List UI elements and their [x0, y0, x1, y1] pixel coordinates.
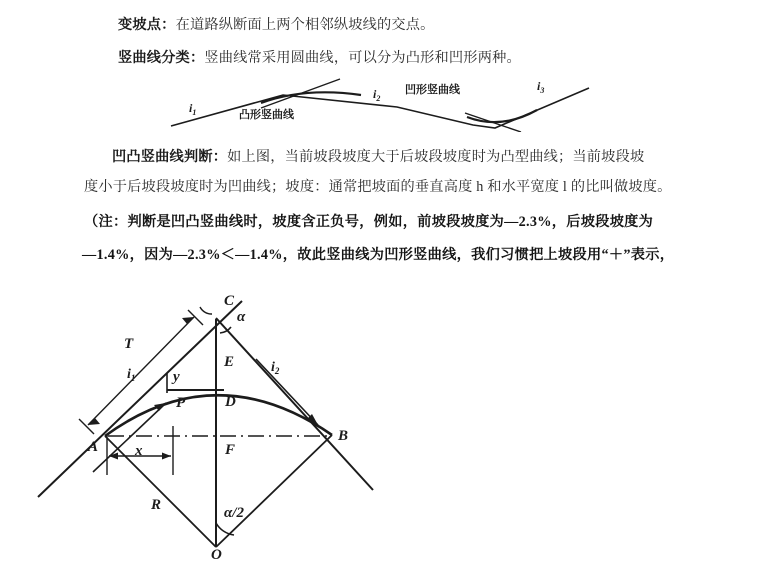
caption-convex-curve: 凸形竖曲线 — [239, 109, 294, 121]
geom-label-i1: $i_1$ — [127, 367, 136, 383]
profile-label-i1: $i_1$ — [189, 101, 197, 117]
geom-label-half-alpha: α/2 — [224, 505, 244, 521]
paragraph-panduan-line1 — [112, 146, 644, 168]
geom-label-i2: $i_2$ — [271, 360, 280, 376]
profile-label-i2: $i_2$ — [373, 87, 381, 103]
paragraph-note-line1 — [84, 211, 653, 233]
definition-bianpodian: 在道路纵断面上两个相邻纵坡线的交点。 — [175, 17, 435, 33]
geom-label-D: D — [225, 394, 236, 410]
term-fenlei: 竖曲线分类： — [118, 50, 205, 66]
geom-label-E: E — [224, 354, 235, 370]
geom-label-T: T — [124, 336, 134, 352]
definition-fenlei: 竖曲线常采用圆曲线，可以分为凸形和凹形两种。 — [204, 50, 521, 66]
geom-label-F: F — [225, 442, 236, 458]
paragraph-note-line2 — [82, 244, 674, 266]
note-text-line1: （注：判断是凹凸竖曲线时，坡度含正负号，例如，前坡段坡度为—2.3%，后坡段坡度为 — [84, 214, 654, 230]
caption-concave-curve: 凹形竖曲线 — [405, 84, 460, 96]
term-panduan: 凹凸竖曲线判断： — [112, 149, 228, 165]
profile-label-i3: $i_3$ — [537, 79, 545, 95]
geom-label-P: P — [176, 395, 186, 411]
geom-label-alpha: α — [237, 309, 246, 325]
geom-label-R: R — [151, 497, 162, 513]
term-bianpodian: 变坡点： — [118, 17, 176, 33]
note-text-line2: —1.4%，因为—2.3%＜—1.4%，故此竖曲线为凹形竖曲线，我们习惯把上坡段用“＋”表示， — [82, 247, 675, 263]
definition-panduan-cont: 度小于后坡段坡度时为凹曲线；坡度：通常把坡面的垂直高度 h 和水平宽度 l 的比叫做坡度。 — [84, 179, 672, 195]
definition-panduan: 如上图，当前坡段坡度大于后坡段坡度时为凸型曲线；当前坡段坡 — [227, 149, 645, 165]
geom-label-C: C — [224, 293, 235, 309]
geom-label-y: y — [173, 369, 180, 385]
geom-label-A: A — [88, 439, 99, 455]
geom-label-x: x — [135, 443, 143, 459]
paragraph-bianpodian — [118, 14, 435, 36]
paragraph-panduan-line2 — [84, 176, 672, 198]
figure-vertical-curve-geometry — [28, 283, 378, 570]
geom-label-O: O — [211, 547, 222, 563]
figure-road-profile — [165, 70, 595, 132]
geom-label-B: B — [338, 428, 349, 444]
paragraph-fenlei — [118, 47, 521, 69]
